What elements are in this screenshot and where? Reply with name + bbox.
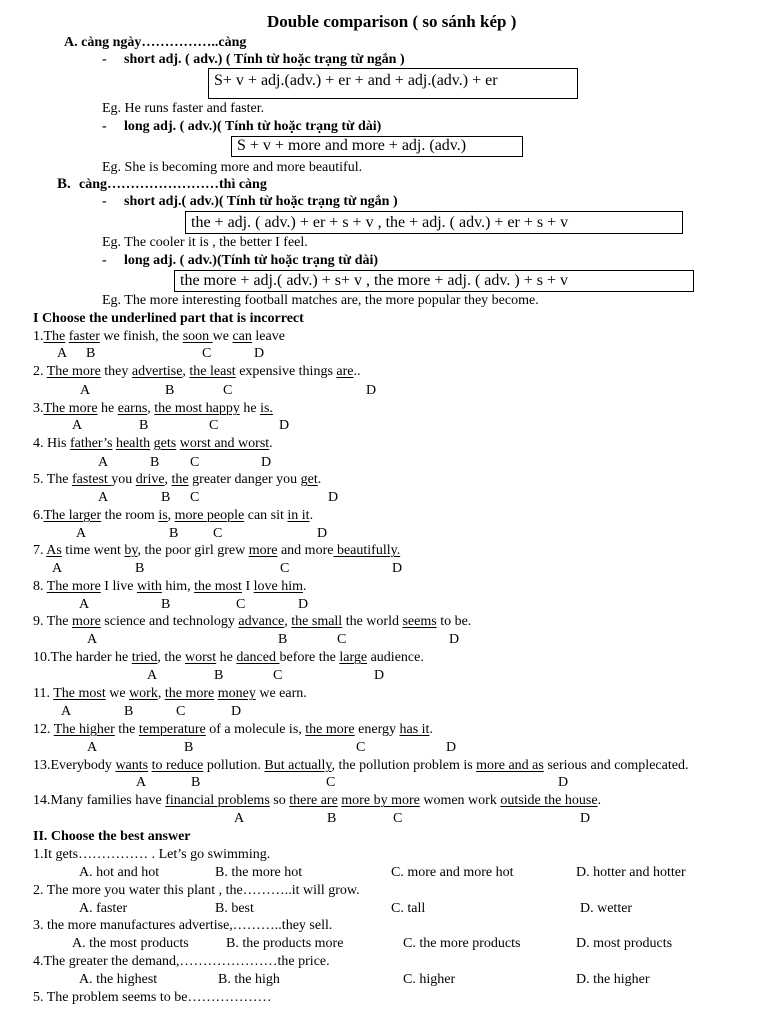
section-a-short-formula: S+ v + adj.(adv.) + er + and + adj.(adv.) + er — [208, 68, 578, 99]
question-1: 1.The faster we finish, the soon we can leave — [33, 329, 285, 344]
section-b-heading: càng……………………thì càng — [79, 177, 267, 192]
question-2: 2. The more they advertise, the least expensive things are.. — [33, 364, 361, 379]
section-b-long-example: Eg. The more interesting football matches are, the more popular they become. — [102, 293, 539, 308]
section-a-long-example: Eg. She is becoming more and more beautiful. — [102, 160, 363, 175]
section-a-long-label: long adj. ( adv.)( Tính từ hoặc trạng từ dài) — [124, 119, 382, 134]
section-a-short-label: short adj. ( adv.) ( Tính từ hoặc trạng từ ngắn ) — [124, 52, 405, 67]
section-a-short-example: Eg. He runs faster and faster. — [102, 101, 265, 116]
section-a-long-bullet: - — [102, 119, 107, 134]
mc-question-1-stem: 1.It gets…………… . Let’s go swimming. — [33, 847, 271, 862]
question-7: 7. As time went by, the poor girl grew more and more beautifully. — [33, 543, 401, 558]
section-b-short-bullet: - — [102, 194, 107, 209]
section-a-short-bullet: - — [102, 52, 107, 67]
question-4: 4. His father’s health gets worst and worst. — [33, 436, 273, 451]
question-11: 11. The most we work, the more money we earn. — [33, 686, 307, 701]
section-a-long-formula: S + v + more and more + adj. (adv.) — [231, 136, 523, 157]
mc-question-4-stem: 4.The greater the demand,…………………the price. — [33, 954, 330, 969]
question-12: 12. The higher the temperature of a molecule is, the more energy has it. — [33, 722, 433, 737]
section-b-long-bullet: - — [102, 253, 107, 268]
question-6: 6.The larger the room is, more people can sit in it. — [33, 508, 314, 523]
question-8: 8. The more I live with him, the most I love him. — [33, 579, 307, 594]
question-10: 10.The harder he tried, the worst he danced before the large audience. — [33, 650, 424, 665]
question-13: 13.Everybody wants to reduce pollution. But actually, the pollution problem is more and as serious and complecated. — [33, 758, 689, 773]
section-b-short-formula: the + adj. ( adv.) + er + s + v , the + adj. ( adv.) + er + s + v — [185, 211, 683, 234]
section-b-long-label: long adj. ( adv.)(Tính từ hoặc trạng từ dài) — [124, 253, 379, 268]
section-a-heading: A. càng ngày……………..càng — [64, 35, 247, 50]
exercise-1-heading: I Choose the underlined part that is incorrect — [33, 311, 304, 326]
section-b-short-example: Eg. The cooler it is , the better I feel. — [102, 235, 308, 250]
question-3: 3.The more he earns, the most happy he is. — [33, 401, 273, 416]
page-title: Double comparison ( so sánh kép ) — [267, 12, 517, 31]
question-5: 5. The fastest you drive, the greater danger you get. — [33, 472, 322, 487]
mc-question-2-stem: 2. The more you water this plant , the………..it will grow. — [33, 883, 360, 898]
question-14: 14.Many families have financial problems so there are more by more women work outside the house. — [33, 793, 602, 808]
mc-question-5-stem: 5. The problem seems to be……………… — [33, 990, 272, 1005]
section-b-short-label: short adj.( adv.)( Tính từ hoặc trạng từ ngắn ) — [124, 194, 398, 209]
question-9: 9. The more science and technology advance, the small the world seems to be. — [33, 614, 472, 629]
section-b-heading-letter: B. — [57, 176, 71, 192]
exercise-2-heading: II. Choose the best answer — [33, 829, 191, 844]
mc-question-3-stem: 3. the more manufactures advertise,………..they sell. — [33, 918, 333, 933]
section-b-long-formula: the more + adj.( adv.) + s+ v , the more + adj. ( adv. ) + s + v — [174, 270, 694, 292]
